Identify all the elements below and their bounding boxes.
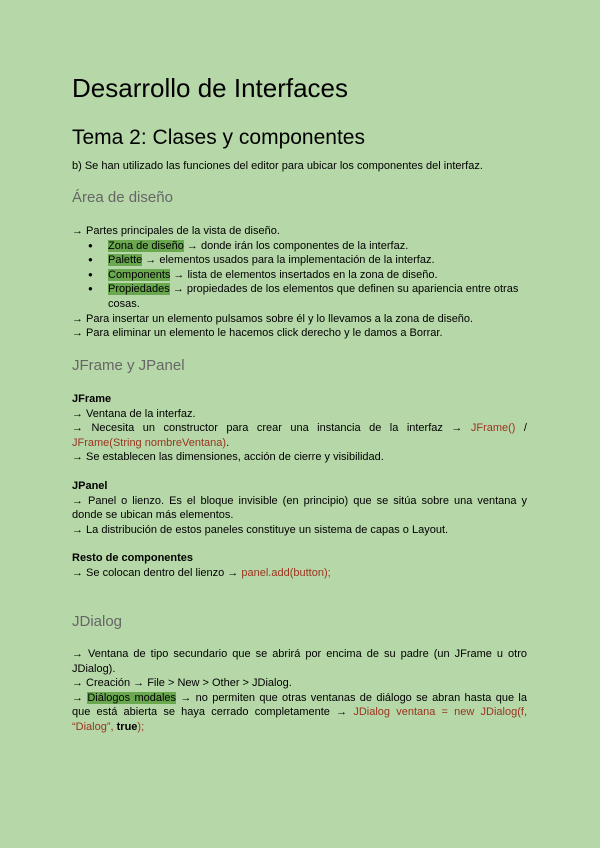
term-highlight: Palette [108, 254, 143, 267]
jframe-title: JFrame [72, 393, 112, 405]
jframe-line2 [72, 421, 527, 450]
jpanel-line1: → Panel o lienzo. Es el bloque invisible (en principio) que se sitúa sobre una ventana y donde se ubican más elementos. [72, 494, 527, 522]
term-highlight: Propiedades [108, 283, 170, 296]
resto-line-text: → Se colocan dentro del lienzo → [72, 566, 242, 579]
resto-line [72, 566, 527, 581]
list-item-text: → elementos usados para la implementación de la interfaz. [142, 254, 435, 267]
list-item-text: → lista de elementos insertados en la zona de diseño. [170, 268, 438, 281]
section-heading-area: Área de diseño [72, 189, 173, 206]
section-heading-jdialog: JDialog [72, 613, 123, 630]
code-snippet: panel.add(button); [241, 566, 331, 579]
area-insert: → Para insertar un elemento pulsamos sobre él y lo llevamos a la zona de diseño. [72, 312, 474, 325]
jframe-line1: → Ventana de la interfaz. [72, 407, 196, 420]
jpanel-line2: → La distribución de estos paneles constituye un sistema de capas o Layout. [72, 523, 449, 536]
area-block [72, 224, 527, 341]
jdialog-line2: → Creación → File > New > Other > JDialog. [72, 677, 292, 690]
term-highlight: Zona de diseño [108, 239, 184, 252]
term-highlight: Diálogos modales [87, 691, 177, 704]
jdialog-line1: → Ventana de tipo secundario que se abrirá por encima de su padre (un JFrame u otro JDialog). [72, 648, 527, 675]
document-title: Desarrollo de Interfaces [72, 73, 349, 103]
list-item-text: → donde irán los componentes de la interfaz. [183, 239, 409, 252]
topic-title: Tema 2: Clases y componentes [72, 126, 365, 149]
arrow-text: → [72, 691, 88, 704]
jdialog-line3-text: → no permiten que otras ventanas de diálogo se abran hasta que la que está abierta se haya cerrado completamente → [72, 691, 527, 719]
jframe-line3: → Se establecen las dimensiones, acción de cierre y visibilidad. [72, 451, 384, 464]
jframe-block [72, 392, 527, 581]
code-part: ); [137, 720, 145, 733]
punctuation: . [226, 436, 230, 449]
code-snippet: JFrame() [470, 422, 516, 435]
section-heading-jframe: JFrame y JPanel [72, 357, 185, 374]
list-item [108, 282, 527, 311]
code-part: JDialog ventana = new JDialog(f, “Dialog”, [72, 706, 528, 733]
jpanel-title: JPanel [72, 479, 108, 492]
jdialog-line3 [72, 691, 527, 735]
resto-title: Resto de componentes [72, 552, 194, 565]
intro-text: b) Se han utilizado las funciones del editor para ubicar los componentes del interfaz. [72, 160, 483, 172]
spacer [72, 465, 527, 479]
list-item [108, 268, 527, 283]
jdialog-block [72, 647, 527, 735]
jframe-line2-text: → Necesita un constructor para crear una instancia de la interfaz → [72, 422, 471, 435]
area-delete: → Para eliminar un elemento le hacemos click derecho y le damos a Borrar. [72, 327, 443, 340]
list-item [108, 253, 527, 268]
area-lead: → Partes principales de la vista de diseño. [72, 225, 280, 237]
term-highlight: Components [108, 268, 171, 281]
list-item-text: → propiedades de los elementos que definen su apariencia entre otras cosas. [108, 283, 519, 310]
separator: / [515, 422, 527, 435]
list-item [108, 239, 527, 254]
area-list [72, 239, 527, 312]
code-keyword: true [116, 720, 138, 733]
spacer [72, 537, 527, 551]
code-snippet: JFrame(String nombreVentana) [72, 436, 227, 449]
